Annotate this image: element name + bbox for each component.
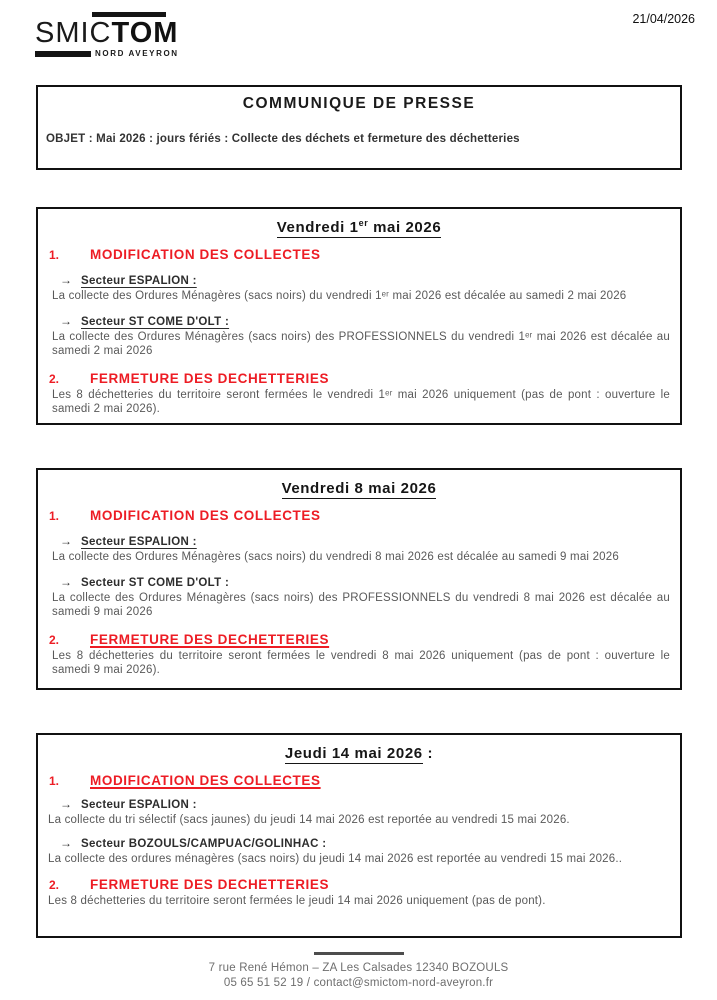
section-title — [46, 218, 672, 236]
sector-bozouls-campuac-golinhac — [46, 836, 672, 850]
sector-label: Secteur ESPALION : — [81, 799, 197, 811]
heading-modification-collectes — [46, 247, 672, 262]
sector-body: La collecte des Ordures Ménagères (sacs noirs) des PROFESSIONNELS du vendredi 1ᵉʳ mai 2026 est décalée au samedi 2 mai 2026 — [52, 331, 670, 357]
heading-modification-collectes — [46, 508, 672, 523]
sector-st-come — [46, 314, 672, 328]
sector-label: Secteur ESPALION : — [81, 536, 197, 548]
heading-number: 1. — [49, 248, 60, 262]
logo-subtitle-row — [35, 49, 179, 58]
heading-label: FERMETURE DES DECHETTERIES — [90, 877, 330, 892]
section-title — [46, 479, 672, 497]
section-title-underlined — [285, 745, 423, 764]
arrow-icon: → — [60, 314, 72, 328]
section-title-post: mai 2026 — [368, 219, 442, 236]
arrow-icon: → — [60, 273, 72, 287]
section-box-vendredi-1-mai — [36, 207, 682, 425]
smictom-logo — [35, 12, 179, 58]
section-title-underlined — [277, 219, 442, 238]
section-title-suffix: : — [422, 745, 434, 762]
fermeture-body: Les 8 déchetteries du territoire seront fermées le vendredi 8 mai 2026 uniquement (pas de pont : ouverture le samedi 9 mai 2026). — [52, 650, 670, 676]
heading-number: 2. — [49, 372, 60, 386]
section-title-sup: er — [358, 218, 369, 228]
footer-address: 7 rue René Hémon – ZA Les Calsades 12340 BOZOULS — [208, 961, 509, 974]
heading-label: MODIFICATION DES COLLECTES — [90, 773, 321, 788]
heading-number: 1. — [49, 774, 60, 788]
arrow-icon: → — [60, 575, 72, 589]
heading-fermeture-dechetteries — [46, 371, 672, 386]
sector-espalion — [46, 273, 672, 287]
heading-number: 2. — [49, 633, 60, 647]
heading-label: MODIFICATION DES COLLECTES — [90, 508, 321, 523]
fermeture-body: Les 8 déchetteries du territoire seront fermées le jeudi 14 mai 2026 uniquement (pas de pont). — [48, 895, 546, 907]
sector-label: Secteur BOZOULS/CAMPUAC/GOLINHAC : — [81, 838, 327, 850]
section-title-pre: Jeudi 14 mai 2026 — [284, 745, 423, 762]
logo-bottom-bar — [35, 51, 91, 57]
heading-label: FERMETURE DES DECHETTERIES — [90, 371, 330, 386]
section-box-vendredi-8-mai — [36, 468, 682, 690]
heading-number: 2. — [49, 878, 60, 892]
heading-fermeture-dechetteries — [46, 632, 672, 647]
sector-label: Secteur ST COME D'OLT : — [81, 577, 230, 589]
sector-body: La collecte du tri sélectif (sacs jaunes) du jeudi 14 mai 2026 est reportée au vendredi 15 mai 2026. — [48, 814, 570, 826]
section-title — [46, 744, 672, 762]
section-title-pre: Vendredi 8 mai 2026 — [281, 480, 437, 497]
sector-body: La collecte des Ordures Ménagères (sacs noirs) des PROFESSIONNELS du vendredi 8 mai 2026 est décalée au samedi 9 mai 2026 — [52, 592, 670, 618]
section-box-jeudi-14-mai — [36, 733, 682, 938]
heading-fermeture-dechetteries — [46, 877, 672, 892]
logo-subtitle: NORD AVEYRON — [95, 49, 179, 58]
sector-label: Secteur ST COME D'OLT : — [81, 316, 230, 328]
press-release-objet: OBJET : Mai 2026 : jours fériés : Collecte des déchets et fermeture des déchetteries — [46, 133, 520, 145]
sector-body: La collecte des Ordures Ménagères (sacs noirs) du vendredi 8 mai 2026 est décalée au samedi 9 mai 2026 — [52, 551, 619, 563]
sector-label: Secteur ESPALION : — [81, 275, 197, 287]
section-title-pre: Vendredi 1 — [276, 219, 359, 236]
heading-modification-collectes — [46, 773, 672, 788]
press-release-title: COMMUNIQUE DE PRESSE — [242, 95, 476, 112]
heading-label: MODIFICATION DES COLLECTES — [90, 247, 321, 262]
logo-smic-text: SMIC — [35, 17, 112, 49]
footer-divider — [314, 952, 404, 955]
section-title-underlined — [282, 480, 437, 499]
arrow-icon: → — [60, 836, 72, 850]
sector-espalion — [46, 534, 672, 548]
press-release-box — [36, 85, 682, 170]
logo-wordmark — [35, 18, 179, 48]
arrow-icon: → — [60, 797, 72, 811]
logo-tom-text: TOM — [111, 17, 179, 49]
heading-number: 1. — [49, 509, 60, 523]
sector-body: La collecte des ordures ménagères (sacs noirs) du jeudi 14 mai 2026 est reportée au vendredi 15 mai 2026.. — [48, 853, 623, 865]
sector-body: La collecte des Ordures Ménagères (sacs noirs) du vendredi 1ᵉʳ mai 2026 est décalée au samedi 2 mai 2026 — [52, 290, 627, 302]
fermeture-body: Les 8 déchetteries du territoire seront fermées le vendredi 1ᵉʳ mai 2026 uniquement (pas de pont : ouverture le samedi 2 mai 2026). — [52, 389, 670, 415]
arrow-icon: → — [60, 534, 72, 548]
footer-contact: 05 65 51 52 19 / contact@smictom-nord-aveyron.fr — [223, 976, 494, 989]
sector-st-come — [46, 575, 672, 589]
heading-label: FERMETURE DES DECHETTERIES — [90, 632, 330, 647]
document-date: 21/04/2026 — [632, 12, 695, 26]
sector-espalion — [46, 797, 672, 811]
document-footer — [0, 952, 717, 991]
